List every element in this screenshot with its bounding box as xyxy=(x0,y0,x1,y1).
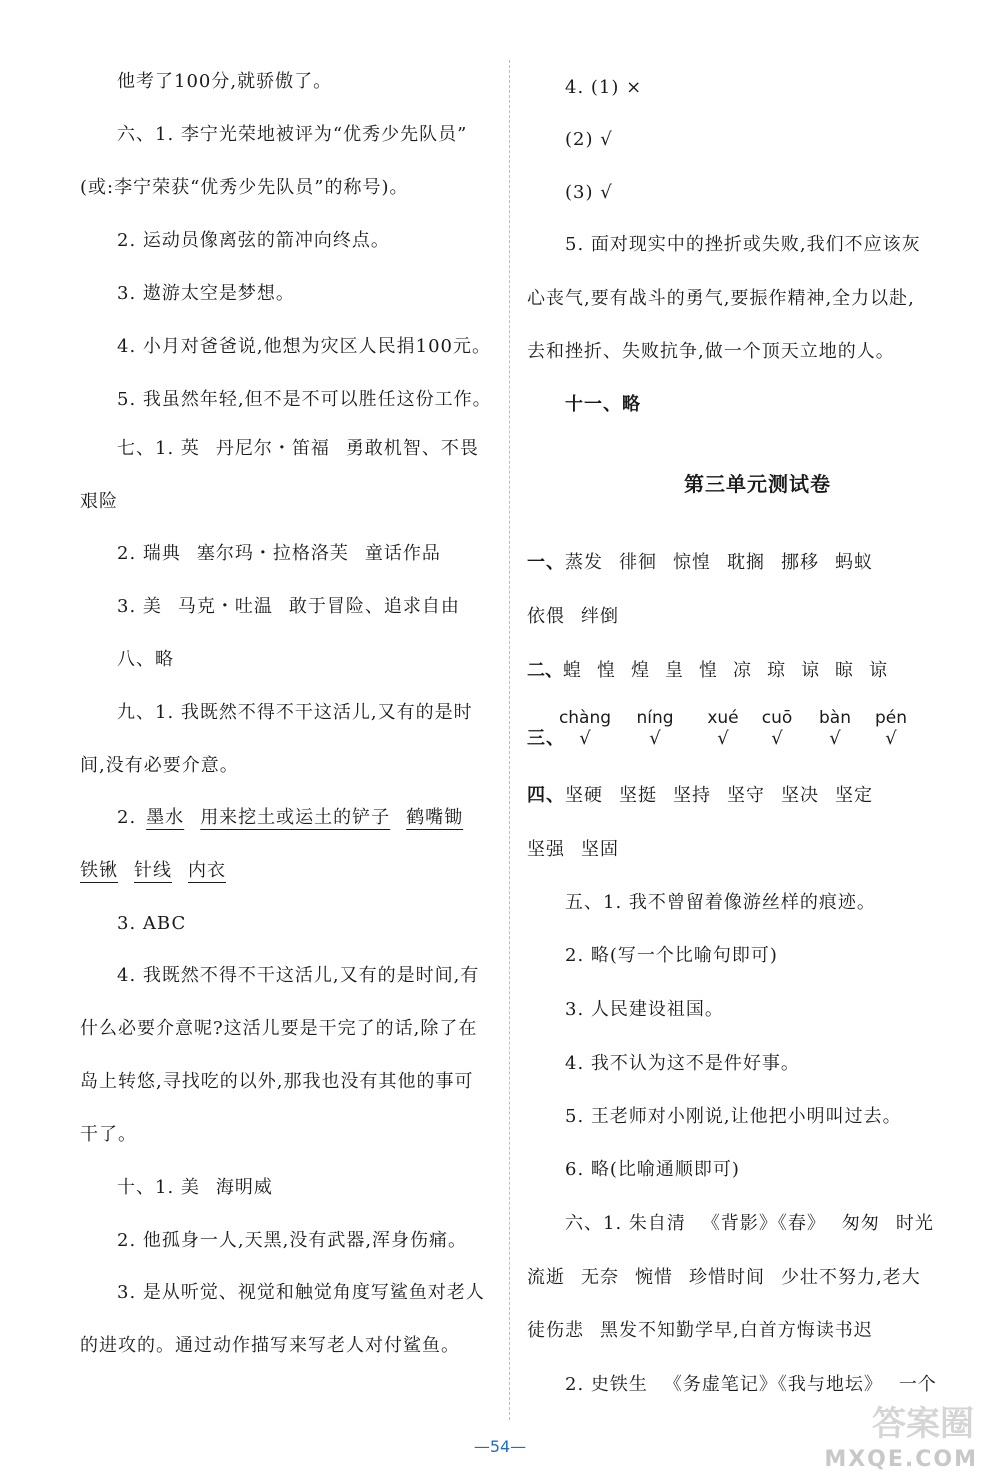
text-line: 2. 他孤身一人,天黑,没有武器,浑身伤痛。 xyxy=(117,1230,468,1251)
column-divider xyxy=(509,60,510,1420)
section-title: 第三单元测试卷 xyxy=(684,472,831,496)
text-line: 4. (1) × xyxy=(565,77,643,98)
answer-part: 十、1. 美 xyxy=(117,1177,200,1198)
answer-part: 六、1. 朱自清 xyxy=(565,1213,686,1234)
pinyin-item xyxy=(557,708,613,750)
word: 绊倒 xyxy=(581,606,619,627)
word: 蚂蚁 xyxy=(835,552,873,573)
text-line: 十一、略 xyxy=(565,394,641,415)
pinyin: bàn xyxy=(819,708,851,728)
answer-part: 2. 瑞典 xyxy=(117,543,181,564)
text-line: 3. 人民建设祖国。 xyxy=(565,999,724,1020)
text-line: 什么必要介意呢?这活儿要是干完了的话,除了在 xyxy=(80,1018,478,1039)
answer-part: 马克・吐温 xyxy=(177,596,273,617)
check-mark: √ xyxy=(771,728,783,749)
text-line: 八、略 xyxy=(117,649,174,670)
text-line xyxy=(117,437,479,461)
text-line xyxy=(527,1319,873,1343)
pinyin-item xyxy=(863,708,919,750)
text-line: 岛上转悠,寻找吃的以外,那我也没有其他的事可 xyxy=(80,1071,474,1092)
word: 坚固 xyxy=(581,839,619,860)
word-list xyxy=(527,838,619,862)
check-mark: √ xyxy=(885,728,897,749)
question-label: 二、 xyxy=(527,660,563,681)
text-line: 艰险 xyxy=(80,491,118,512)
text-line: 3. 遨游太空是梦想。 xyxy=(117,283,295,304)
underlined-answer: 内衣 xyxy=(188,860,226,881)
underlined-answer: 铁锹 xyxy=(80,860,118,881)
answer-part: 惋惜 xyxy=(635,1267,673,1288)
char: 谅 xyxy=(801,660,819,681)
question-label: 四、 xyxy=(527,785,565,806)
pinyin: cuō xyxy=(761,708,793,728)
text-line: 5. 面对现实中的挫折或失败,我们不应该灰 xyxy=(565,234,921,255)
word: 徘徊 xyxy=(619,552,657,573)
word-list xyxy=(527,551,873,575)
text-line: 九、1. 我既然不得不干这活儿,又有的是时 xyxy=(117,702,473,723)
word: 蒸发 xyxy=(565,552,603,573)
word: 坚决 xyxy=(781,785,819,806)
text-line: 4. 我不认为这不是件好事。 xyxy=(565,1053,800,1074)
word: 坚强 xyxy=(527,839,565,860)
answer-part: 一个 xyxy=(898,1374,937,1395)
text-line: 2. 略(写一个比喻句即可) xyxy=(565,945,778,966)
text-line: 他考了100分,就骄傲了。 xyxy=(117,71,333,92)
text-line xyxy=(117,595,460,619)
text-line: 去和挫折、失败抗争,做一个顶天立地的人。 xyxy=(527,341,895,362)
answer-part: 无奈 xyxy=(581,1267,619,1288)
char: 琼 xyxy=(767,660,785,681)
answer-part: 少壮不努力,老大 xyxy=(781,1267,921,1288)
text-line: (或:李宁荣获“优秀少先队员”的称号)。 xyxy=(80,177,409,198)
text-line xyxy=(80,859,226,883)
check-mark: √ xyxy=(717,728,729,749)
pinyin-row xyxy=(527,708,997,758)
word: 耽搁 xyxy=(727,552,765,573)
answer-part: 海明威 xyxy=(215,1177,273,1198)
char-list xyxy=(527,659,887,683)
word: 依偎 xyxy=(527,606,565,627)
watermark xyxy=(824,1396,982,1472)
char: 凉 xyxy=(733,660,751,681)
word: 坚挺 xyxy=(619,785,657,806)
text-line: (3) √ xyxy=(565,182,613,203)
text-line xyxy=(117,1176,273,1200)
watermark-text: MXQE.COM xyxy=(824,1447,978,1472)
answer-prefix: 2. xyxy=(117,807,137,828)
char: 晾 xyxy=(835,660,853,681)
word: 挪移 xyxy=(781,552,819,573)
pinyin-item xyxy=(749,708,805,750)
watermark-logo: 答案圈 xyxy=(872,1404,974,1444)
answer-part: 《务虚笔记》《我与地坛》 xyxy=(663,1374,883,1395)
text-line: 3. ABC xyxy=(117,913,187,934)
answer-part: 徒伤悲 xyxy=(527,1320,584,1341)
text-line: 的进攻的。通过动作描写来写老人对付鲨鱼。 xyxy=(80,1335,460,1356)
pinyin: xué xyxy=(707,708,739,728)
text-line xyxy=(117,806,463,830)
answer-part: 丹尼尔・笛福 xyxy=(215,438,330,459)
pinyin-item xyxy=(627,708,683,750)
text-line xyxy=(117,542,441,566)
answer-part: 匆匆 xyxy=(841,1213,880,1234)
underlined-answer: 针线 xyxy=(134,860,172,881)
answer-part: 流逝 xyxy=(527,1267,565,1288)
word: 坚定 xyxy=(835,785,873,806)
underlined-answer: 用来挖土或运土的铲子 xyxy=(200,807,391,828)
text-line: 五、1. 我不曾留着像游丝样的痕迹。 xyxy=(565,892,876,913)
text-line: 5. 我虽然年轻,但不是不可以胜任这份工作。 xyxy=(117,389,492,410)
char: 皇 xyxy=(665,660,683,681)
text-line: 4. 我既然不得不干这活儿,又有的是时间,有 xyxy=(117,965,480,986)
text-line xyxy=(565,1373,937,1397)
answer-part: 珍惜时间 xyxy=(689,1267,765,1288)
word: 坚硬 xyxy=(565,785,603,806)
char: 谅 xyxy=(869,660,887,681)
word-list xyxy=(527,605,619,629)
answer-part: 童话作品 xyxy=(364,543,441,564)
text-line: 6. 略(比喻通顺即可) xyxy=(565,1159,740,1180)
char: 蝗 xyxy=(563,660,581,681)
answer-part: 七、1. 英 xyxy=(117,438,200,459)
text-line: 4. 小月对爸爸说,他想为灾区人民捐100元。 xyxy=(117,336,491,357)
check-mark: √ xyxy=(579,728,591,749)
answer-part: 时光 xyxy=(895,1213,934,1234)
check-mark: √ xyxy=(829,728,841,749)
char: 煌 xyxy=(631,660,649,681)
char: 惶 xyxy=(597,660,615,681)
answer-part: 敢于冒险、追求自由 xyxy=(288,596,460,617)
answer-part: 《背影》《春》 xyxy=(701,1213,826,1234)
question-label: 一、 xyxy=(527,552,565,573)
text-line: 5. 王老师对小刚说,让他把小明叫过去。 xyxy=(565,1106,902,1127)
word: 惊惶 xyxy=(673,552,711,573)
pinyin: pén xyxy=(874,708,908,728)
page-number: —54— xyxy=(473,1437,527,1456)
answer-part: 2. 史铁生 xyxy=(565,1374,648,1395)
answer-part: 黑发不知勤学早,白首方悔读书迟 xyxy=(600,1320,873,1341)
text-line: 3. 是从听觉、视觉和触觉角度写鲨鱼对老人 xyxy=(117,1282,485,1303)
text-line: 六、1. 李宁光荣地被评为“优秀少先队员” xyxy=(117,124,468,145)
check-mark: √ xyxy=(649,728,661,749)
text-line: 2. 运动员像离弦的箭冲向终点。 xyxy=(117,230,390,251)
underlined-answer: 鹤嘴锄 xyxy=(406,807,464,828)
text-line: (2) √ xyxy=(565,129,613,150)
pinyin: chàng xyxy=(558,708,612,728)
answer-part: 勇敢机智、不畏 xyxy=(345,438,479,459)
pinyin-item xyxy=(695,708,751,750)
char: 惶 xyxy=(699,660,717,681)
text-line xyxy=(527,1266,921,1290)
pinyin-item xyxy=(807,708,863,750)
pinyin: níng xyxy=(636,708,674,728)
answer-part: 塞尔玛・拉格洛芙 xyxy=(196,543,349,564)
text-line xyxy=(565,1212,934,1236)
text-line: 心丧气,要有战斗的勇气,要振作精神,全力以赴, xyxy=(527,288,915,309)
underlined-answer: 墨水 xyxy=(146,807,185,828)
question-label: 三、 xyxy=(527,728,565,749)
word-list xyxy=(527,784,873,808)
word: 坚守 xyxy=(727,785,765,806)
answer-part: 3. 美 xyxy=(117,596,162,617)
text-line: 间,没有必要介意。 xyxy=(80,755,239,776)
word: 坚持 xyxy=(673,785,711,806)
text-line: 干了。 xyxy=(80,1124,137,1145)
